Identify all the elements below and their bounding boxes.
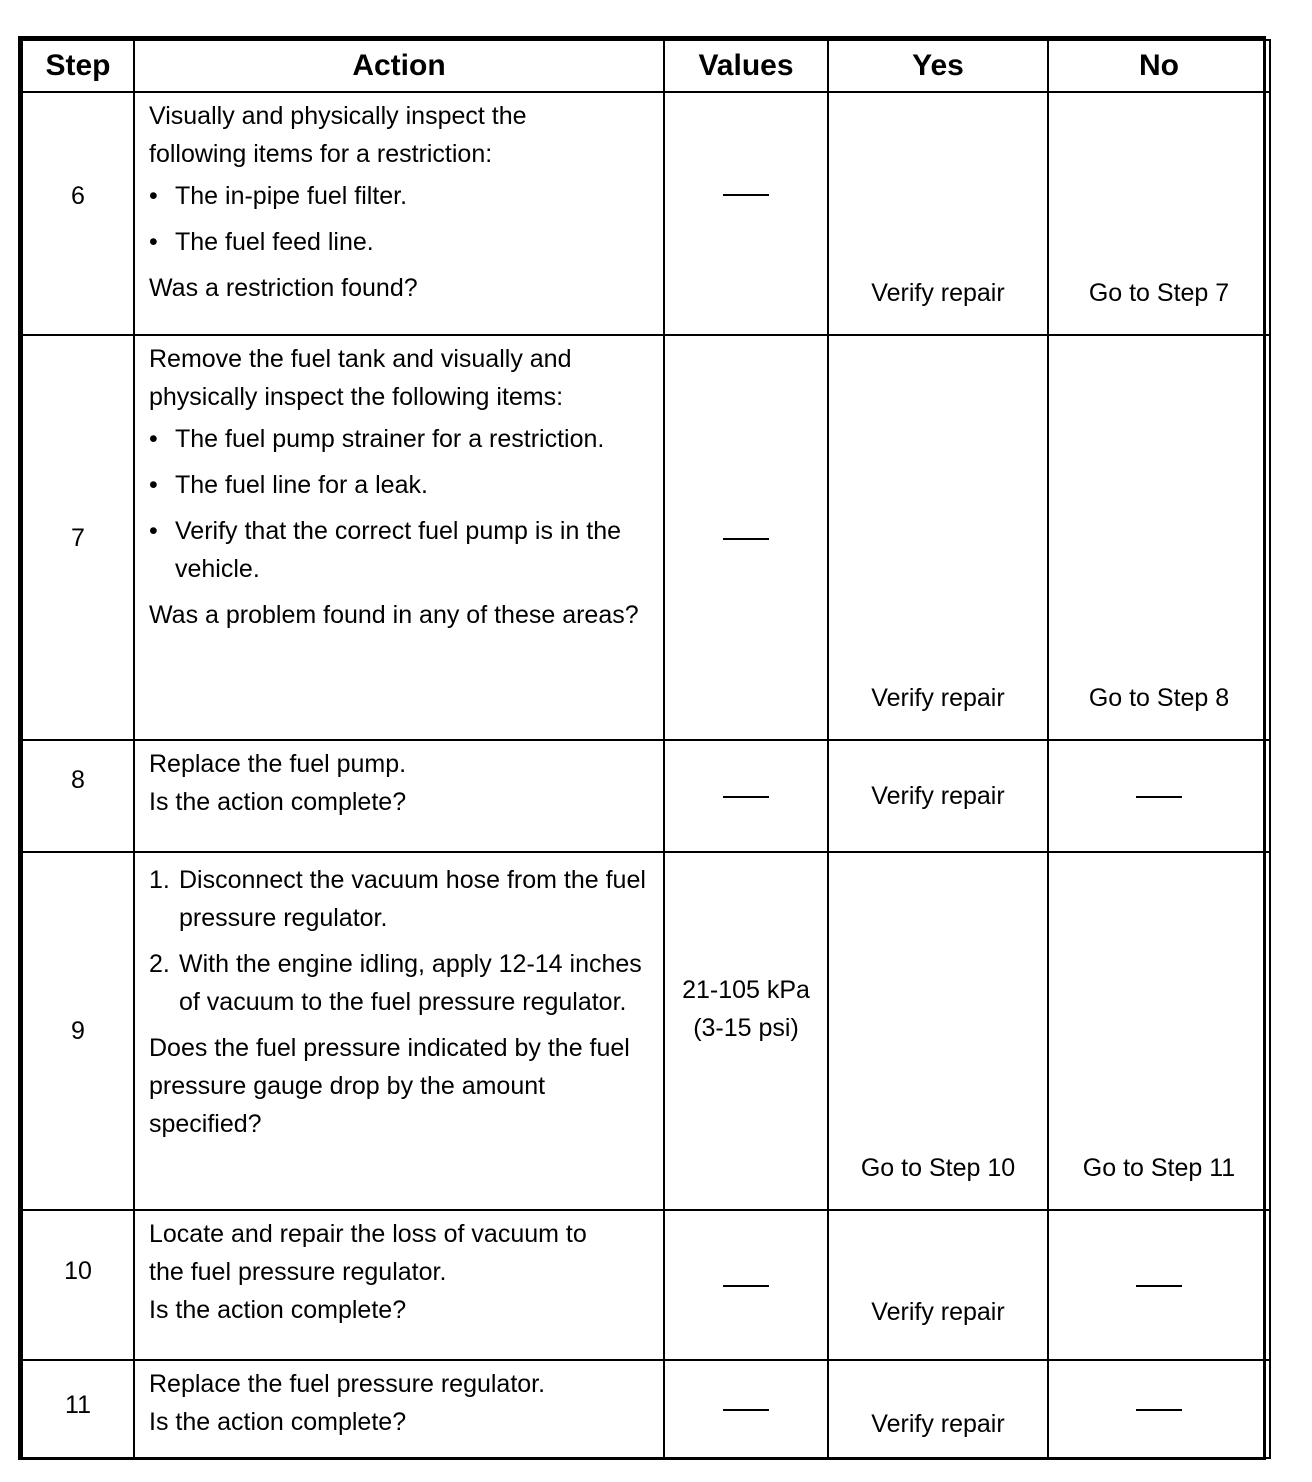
values-cell	[664, 1210, 828, 1360]
dash-mark	[1136, 1409, 1182, 1411]
action-text: physically inspect the following items:	[149, 383, 564, 411]
values-cell	[664, 335, 828, 740]
action-cell	[134, 1360, 664, 1458]
table-row	[22, 740, 1270, 852]
action-cell	[134, 335, 664, 740]
action-question: Does the fuel pressure indicated by the fuel pressure gauge drop by the amount specified?	[149, 1034, 630, 1138]
header-no: No	[1048, 40, 1270, 92]
step-number-text: 11	[65, 1391, 91, 1419]
action-text: the fuel pressure regulator.	[149, 1258, 447, 1286]
action-question: Is the action complete?	[149, 1296, 407, 1324]
yes-cell: Verify repair	[828, 92, 1048, 335]
dash-mark	[723, 538, 769, 540]
step-number	[22, 740, 134, 852]
table-row	[22, 1210, 1270, 1360]
bullet-item: • The fuel feed line.	[149, 228, 374, 256]
action-cell	[134, 740, 664, 852]
dash-mark	[723, 1409, 769, 1411]
table-row	[22, 852, 1270, 1210]
bullet-item: • The in-pipe fuel filter.	[149, 182, 408, 210]
step-number-text: 6	[71, 181, 85, 210]
header-action: Action	[134, 40, 664, 92]
action-question: Is the action complete?	[149, 788, 407, 816]
yes-cell: Verify repair	[828, 740, 1048, 852]
action-text: following items for a restriction:	[149, 140, 493, 168]
action-cell	[134, 1210, 664, 1360]
step-number	[22, 1360, 134, 1458]
step-number	[22, 1210, 134, 1360]
values-cell	[664, 852, 828, 1210]
header-row	[22, 40, 1270, 92]
diagnostic-table-frame	[18, 36, 1266, 1460]
values-text: 21-105 kPa (3-15 psi)	[682, 976, 810, 1042]
step-number-text: 9	[71, 1017, 85, 1045]
yes-cell: Verify repair	[828, 1210, 1048, 1360]
dash-mark	[1136, 796, 1182, 798]
no-cell	[1048, 1210, 1270, 1360]
header-yes: Yes	[828, 40, 1048, 92]
action-text: Visually and physically inspect the	[149, 102, 527, 130]
step-number	[22, 852, 134, 1210]
yes-cell: Verify repair	[828, 1360, 1048, 1458]
step-number-text: 8	[71, 766, 85, 794]
table-row	[22, 1360, 1270, 1458]
action-cell	[134, 92, 664, 335]
action-text: Replace the fuel pressure regulator.	[149, 1370, 546, 1398]
no-cell: Go to Step 8	[1048, 335, 1270, 740]
action-text: Locate and repair the loss of vacuum to	[149, 1220, 587, 1248]
step-number-text: 10	[64, 1257, 92, 1285]
header-step: Step	[22, 40, 134, 92]
values-cell	[664, 1360, 828, 1458]
dash-mark	[723, 194, 769, 196]
dash-mark	[1136, 1285, 1182, 1287]
yes-cell: Verify repair	[828, 335, 1048, 740]
step-number-text: 7	[71, 523, 85, 552]
table-row	[22, 92, 1270, 335]
diagnostic-table	[21, 39, 1271, 1459]
action-text: Replace the fuel pump.	[149, 750, 407, 778]
bullet-item: • The fuel pump strainer for a restriction.	[149, 425, 605, 453]
bullet-item: • The fuel line for a leak.	[149, 471, 428, 499]
values-cell	[664, 92, 828, 335]
numbered-item: 2. With the engine idling, apply 12-14 inches of vacuum to the fuel pressure regulator.	[149, 950, 642, 1016]
no-cell: Go to Step 7	[1048, 92, 1270, 335]
dash-mark	[723, 1285, 769, 1287]
dash-mark	[723, 796, 769, 798]
yes-cell: Go to Step 10	[828, 852, 1048, 1210]
step-number	[22, 335, 134, 740]
action-question: Was a problem found in any of these areas?	[149, 601, 639, 629]
action-question: Is the action complete?	[149, 1408, 407, 1436]
step-number	[22, 92, 134, 335]
no-cell	[1048, 740, 1270, 852]
numbered-item: 1. Disconnect the vacuum hose from the fuel pressure regulator.	[149, 866, 646, 932]
table-row	[22, 335, 1270, 740]
values-cell	[664, 740, 828, 852]
action-cell	[134, 852, 664, 1210]
action-question: Was a restriction found?	[149, 274, 418, 302]
header-values: Values	[664, 40, 828, 92]
no-cell	[1048, 1360, 1270, 1458]
action-text: Remove the fuel tank and visually and	[149, 345, 572, 373]
no-cell: Go to Step 11	[1048, 852, 1270, 1210]
bullet-item: • Verify that the correct fuel pump is in the vehicle.	[149, 517, 622, 583]
